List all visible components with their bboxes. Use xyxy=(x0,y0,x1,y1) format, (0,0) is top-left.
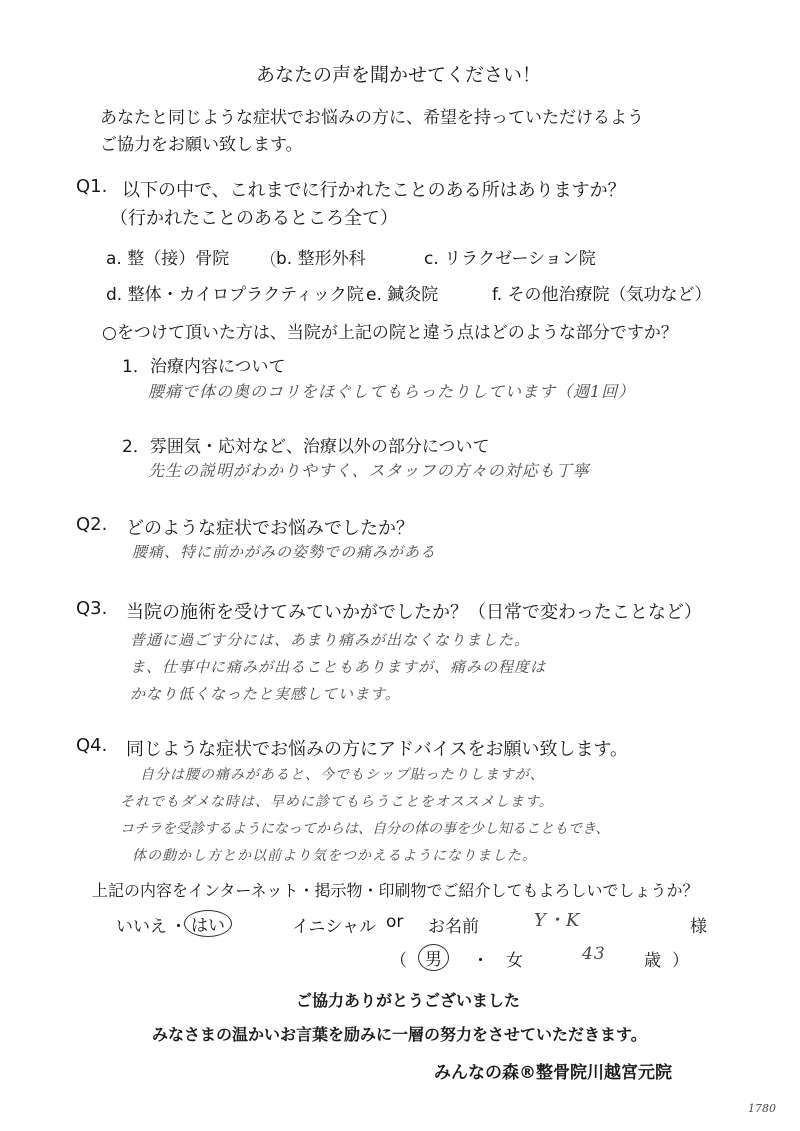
q4-answer-line-3: コチラを受診するようになってからは、自分の体の事を少し知ることもでき、 xyxy=(120,821,610,837)
q1-question: 以下の中で、これまでに行かれたことのある所はありますか？ xyxy=(122,180,626,201)
footer-thanks: ご協力ありがとうございました xyxy=(296,991,521,1010)
q1-sub1-answer: 腰痛で体の奥のコリをほぐしてもらったりしています（週1回） xyxy=(148,382,636,401)
consent-sama: 様 xyxy=(690,917,707,937)
q2-answer: 腰痛、特に前かがみの姿勢での痛みがある xyxy=(132,543,437,561)
consent-question: 上記の内容をインターネット・掲示物・印刷物でご紹介してもよろしいでしょうか？ xyxy=(92,881,699,900)
option-text: 整（接）骨院 xyxy=(127,249,230,269)
q2-label: Q2. xyxy=(76,514,108,535)
q1-option-d xyxy=(106,280,364,305)
consent-or: or xyxy=(386,912,404,932)
q1-option-f xyxy=(492,280,712,305)
q3-question: 当院の施術を受けてみていかがでしたか？（日常で変わったことなど） xyxy=(126,602,702,623)
q4-answer-line-4: 体の動かし方とか以前より気をつかえるようになりました。 xyxy=(132,848,537,864)
gender-male-circled: 男 xyxy=(418,944,449,971)
consent-name-label: お名前 xyxy=(428,917,479,937)
option-text: 鍼灸院 xyxy=(387,285,439,305)
gender-separator: ・ xyxy=(472,951,489,971)
option-key: c. xyxy=(424,249,439,269)
q1-option-a xyxy=(106,244,229,269)
option-key-circled: b. xyxy=(271,249,292,269)
q1-option-c xyxy=(424,244,596,269)
consent-yes-option-circled: はい xyxy=(184,910,232,937)
option-text: 整形外科 xyxy=(297,249,366,269)
consent-separator: ・ xyxy=(170,917,187,937)
gender-female: 女 xyxy=(506,951,523,971)
document-number: 1780 xyxy=(748,1102,776,1115)
q1-sub2-answer: 先生の説明がわかりやすく、スタッフの方々の対応も丁寧 xyxy=(148,461,590,480)
consent-initial-label: イニシャル xyxy=(292,917,376,937)
q4-answer-line-1: 自分は腰の痛みがあると、今でもシップ貼ったりしますが、 xyxy=(140,767,545,783)
intro-line-2: ご協力をお願い致します。 xyxy=(100,135,303,155)
consent-gender-row xyxy=(390,946,710,976)
option-text: 整体・カイロプラクティック院 xyxy=(127,285,364,305)
q3-answer-line-3: かなり低くなったと実感しています。 xyxy=(130,685,401,703)
age-unit: 歳 xyxy=(644,951,661,971)
option-text: リラクゼーション院 xyxy=(444,249,596,269)
q4-answer-line-2: それでもダメな時は、早めに診てもらうことをオススメします。 xyxy=(120,794,554,810)
page-title: あなたの声を聞かせてください！ xyxy=(256,64,542,86)
q4-label: Q4. xyxy=(76,735,108,756)
option-key: f. xyxy=(492,285,503,305)
consent-no-option: いいえ xyxy=(116,917,167,937)
q3-label: Q3. xyxy=(76,598,108,619)
q1-sub2-label: 2．雰囲気・応対など、治療以外の部分について xyxy=(122,437,490,457)
q4-question: 同じような症状でお悩みの方にアドバイスをお願い致します。 xyxy=(126,739,629,760)
q1-note: （行かれたことのあるところ全て） xyxy=(110,208,398,229)
option-text: その他治療院（気功など） xyxy=(507,285,712,305)
footer-message: みなさまの温かいお言葉を励みに一層の努力をさせていただきます。 xyxy=(152,1025,647,1044)
consent-name-value: Y・K xyxy=(534,910,581,931)
q1-followup: ○をつけて頂いた方は、当院が上記の院と違う点はどのような部分ですか？ xyxy=(102,323,678,343)
option-key: a. xyxy=(106,249,122,269)
paren-close: ） xyxy=(672,951,689,971)
q1-option-e xyxy=(366,280,438,305)
q2-question: どのような症状でお悩みでしたか？ xyxy=(126,518,414,539)
q1-option-b xyxy=(276,244,366,269)
age-value: 43 xyxy=(582,944,606,964)
q1-label: Q1. xyxy=(76,176,108,197)
intro-line-1: あなたと同じような症状でお悩みの方に、希望を持っていただけるよう xyxy=(100,108,644,128)
consent-row xyxy=(116,912,716,942)
paren-open: （ xyxy=(390,951,407,971)
option-key: d. xyxy=(106,285,123,305)
option-key: e. xyxy=(366,285,382,305)
q3-answer-line-1: 普通に過ごす分には、あまり痛みが出なくなりました。 xyxy=(130,631,531,649)
q3-answer-line-2: ま、仕事中に痛みが出ることもありますが、痛みの程度は xyxy=(130,658,547,676)
clinic-name: みんなの森®整骨院川越宮元院 xyxy=(434,1063,672,1083)
q1-sub1-label: 1．治療内容について xyxy=(122,357,286,377)
